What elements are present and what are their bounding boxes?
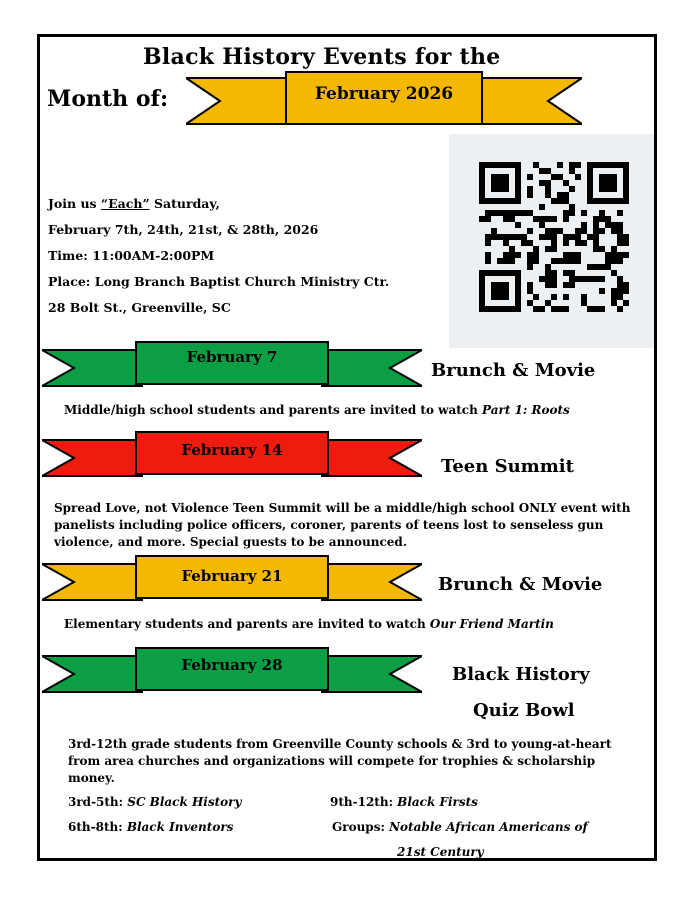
event-1-description [64, 402, 570, 419]
category-3-value: Black Inventors [126, 820, 234, 834]
event-3-description [64, 616, 554, 633]
event-3-desc-text: Elementary students and parents are invited to watch [64, 617, 430, 631]
event-1-title: Brunch & Movie [431, 360, 596, 381]
event-1-desc-text: Middle/high school students and parents are invited to watch [64, 403, 483, 417]
category-4-value: Notable African Americans of [389, 820, 588, 834]
category-3rd-5th [68, 794, 241, 811]
event-2-title: Teen Summit [441, 456, 574, 477]
info-dates: February 7th, 24th, 21st, & 28th, 2026 [48, 222, 319, 237]
category-1-value: SC Black History [127, 795, 242, 809]
event-2-description: Spread Love, not Violence Teen Summit will be a middle/high school ONLY event with panelists including police officers, coroner, parents of teens lost to senseless gun violence, and more. Special guests to be announced. [54, 501, 631, 549]
event-1-banner-label: February 7 [186, 348, 278, 366]
category-9th-12th [330, 794, 478, 811]
category-groups [332, 819, 588, 836]
event-3-banner-label: February 21 [181, 567, 283, 585]
event-3-desc-italic: Our Friend Martin [429, 617, 554, 631]
event-4-description: 3rd-12th grade students from Greenville County schools & 3rd to young-at-heart from area churches and organizations will compete for trophies & scholarship money. [68, 737, 612, 785]
info-join [48, 196, 220, 211]
qr-code-icon [449, 134, 654, 348]
qr-code-panel [449, 134, 654, 348]
category-groups-line-2: 21st Century [397, 845, 484, 859]
event-2-banner-label: February 14 [181, 441, 283, 459]
event-4-banner-label: February 28 [181, 656, 283, 674]
category-6th-8th [68, 819, 233, 836]
join-each: “Each” [100, 196, 150, 211]
info-place: Place: Long Branch Baptist Church Ministry Ctr. [48, 274, 390, 289]
category-3-label: 6th-8th: [68, 820, 127, 834]
info-time: Time: 11:00AM-2:00PM [48, 248, 215, 263]
category-2-value: Black Firsts [397, 795, 478, 809]
title-line-2: Month of: [47, 86, 169, 112]
event-1-desc-italic: Part 1: Roots [482, 403, 570, 417]
title-line-1: Black History Events for the [143, 44, 501, 70]
join-post: Saturday, [149, 196, 220, 211]
join-pre: Join us [48, 196, 101, 211]
category-2-label: 9th-12th: [330, 795, 398, 809]
event-4-title-line-1: Black History [452, 664, 590, 685]
event-4-title-line-2: Quiz Bowl [473, 700, 575, 721]
category-4-label: Groups: [332, 820, 390, 834]
info-address: 28 Bolt St., Greenville, SC [48, 300, 231, 315]
month-banner-label: February 2026 [314, 84, 454, 104]
category-1-label: 3rd-5th: [68, 795, 128, 809]
event-3-title: Brunch & Movie [438, 574, 603, 595]
